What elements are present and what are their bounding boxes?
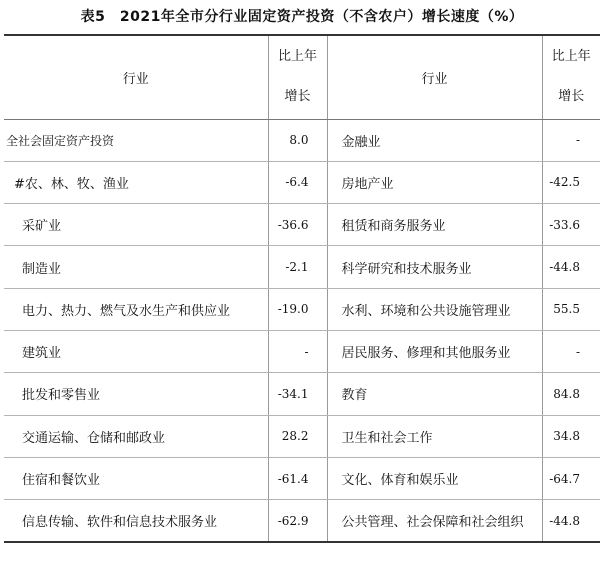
left-industry-name: 采矿业 xyxy=(4,204,268,246)
table-title: 表5 2021年全市分行业固定资产投资（不含农户）增长速度（%） xyxy=(80,9,524,25)
right-industry-name: 金融业 xyxy=(327,119,542,161)
header-industry-left: 行业 xyxy=(4,35,268,119)
left-industry-name: 建筑业 xyxy=(4,330,268,372)
right-industry-name: 科学研究和技术服务业 xyxy=(327,246,542,288)
left-industry-name: 制造业 xyxy=(4,246,268,288)
table-row xyxy=(4,415,600,457)
table-row xyxy=(4,500,600,542)
header-yoy-line2: 增长 xyxy=(558,89,585,105)
table-row xyxy=(4,204,600,246)
left-industry-name: 全社会固定资产投资 xyxy=(4,119,268,161)
table-row xyxy=(4,246,600,288)
table-row xyxy=(4,457,600,499)
table-row xyxy=(4,161,600,203)
table-row xyxy=(4,330,600,372)
right-industry-name: 公共管理、社会保障和社会组织 xyxy=(327,500,542,542)
right-industry-name: 教育 xyxy=(327,373,542,415)
left-industry-name: 电力、热力、燃气及水生产和供应业 xyxy=(4,288,268,330)
right-growth-value: - xyxy=(542,119,600,161)
left-growth-value: 8.0 xyxy=(268,119,327,161)
left-industry-name: 批发和零售业 xyxy=(4,373,268,415)
left-growth-value: -6.4 xyxy=(268,161,327,203)
right-industry-name: 水利、环境和公共设施管理业 xyxy=(327,288,542,330)
table-row xyxy=(4,373,600,415)
header-yoy-line2: 增长 xyxy=(284,89,311,105)
right-growth-value: -44.8 xyxy=(542,246,600,288)
header-industry-right: 行业 xyxy=(327,35,542,119)
right-growth-value: 55.5 xyxy=(542,288,600,330)
right-industry-name: 租赁和商务服务业 xyxy=(327,204,542,246)
left-industry-name: 交通运输、仓储和邮政业 xyxy=(4,415,268,457)
right-growth-value: 84.8 xyxy=(542,373,600,415)
right-industry-name: 居民服务、修理和其他服务业 xyxy=(327,330,542,372)
left-growth-value: - xyxy=(268,330,327,372)
investment-growth-table xyxy=(4,34,600,543)
left-industry-name: #农、林、牧、渔业 xyxy=(4,161,268,203)
left-growth-value: -2.1 xyxy=(268,246,327,288)
right-industry-name: 文化、体育和娱乐业 xyxy=(327,457,542,499)
left-growth-value: -62.9 xyxy=(268,500,327,542)
left-growth-value: -36.6 xyxy=(268,204,327,246)
header-yoy-line1: 比上年 xyxy=(277,49,317,65)
left-growth-value: -34.1 xyxy=(268,373,327,415)
header-yoy-left xyxy=(268,35,327,119)
header-yoy-right xyxy=(542,35,600,119)
right-growth-value: -33.6 xyxy=(542,204,600,246)
left-growth-value: -19.0 xyxy=(268,288,327,330)
header-yoy-line1: 比上年 xyxy=(551,49,591,65)
right-industry-name: 卫生和社会工作 xyxy=(327,415,542,457)
table-header-row xyxy=(4,35,600,119)
right-growth-value: -64.7 xyxy=(542,457,600,499)
left-industry-name: 住宿和餐饮业 xyxy=(4,457,268,499)
right-growth-value: -44.8 xyxy=(542,500,600,542)
right-growth-value: - xyxy=(542,330,600,372)
left-growth-value: 28.2 xyxy=(268,415,327,457)
right-growth-value: -42.5 xyxy=(542,161,600,203)
left-growth-value: -61.4 xyxy=(268,457,327,499)
right-industry-name: 房地产业 xyxy=(327,161,542,203)
right-growth-value: 34.8 xyxy=(542,415,600,457)
left-industry-name: 信息传输、软件和信息技术服务业 xyxy=(4,500,268,542)
table-row xyxy=(4,119,600,161)
table-row xyxy=(4,288,600,330)
